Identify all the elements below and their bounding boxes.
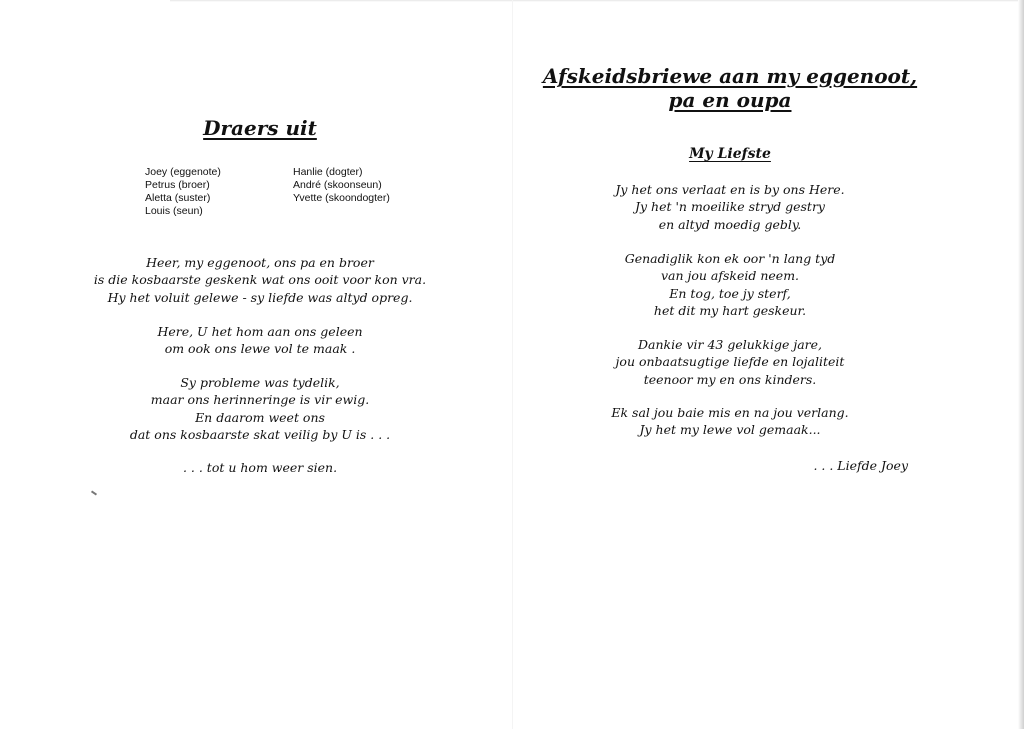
verse-line: is die kosbaarste geskenk wat ons ooit voor kon vra. [93, 272, 427, 288]
verse-line: Here, U het hom aan ons geleen [157, 324, 363, 339]
right-stanza-3 [525, 336, 935, 388]
verse-line: en altyd moedig gebly. [658, 216, 802, 232]
right-stanza-1 [525, 181, 935, 233]
scan-edge-shadow [1018, 0, 1024, 729]
right-stanza-4 [525, 404, 935, 439]
letter-salutation: My Liefste [689, 146, 771, 162]
bearers-list-right [293, 166, 390, 205]
verse-line: teenoor my en ons kinders. [643, 371, 817, 387]
verse-line: En daarom weet ons [195, 409, 325, 425]
verse-line: het dit my hart geskeur. [653, 302, 807, 318]
scan-speck [91, 490, 97, 495]
bearer-name: Hanlie (dogter) [293, 166, 363, 178]
bearer-name: Yvette (skoondogter) [293, 192, 390, 204]
verse-line: maar ons herinneringe is vir ewig. [150, 392, 370, 408]
verse-line: Hy het voluit gelewe - sy liefde was altyd opreg. [107, 289, 413, 305]
verse-line: dat ons kosbaarste skat veilig by U is . . . [129, 426, 391, 442]
closing-line: . . . tot u hom weer sien. [182, 460, 338, 475]
verse-line: En tog, toe jy sterf, [669, 285, 791, 301]
verse-line: Ek sal jou baie mis en na jou verlang. [611, 405, 849, 420]
letters-title-line-1: Afskeidsbriewe aan my eggenoot, [542, 64, 918, 88]
verse-line: Jy het 'n moeilike stryd gestry [635, 199, 825, 215]
letter-signature: . . . Liefde Joey [813, 458, 908, 473]
bearer-name: André (skoonseun) [293, 179, 382, 191]
verse-line: Jy het ons verlaat en is by ons Here. [615, 182, 845, 197]
verse-line: Dankie vir 43 gelukkige jare, [638, 337, 822, 352]
verse-line: om ook ons lewe vol te maak . [164, 341, 356, 357]
letters-title-line-2: pa en oupa [668, 88, 792, 112]
left-closing [60, 459, 460, 476]
verse-line: Jy het my lewe vol gemaak... [639, 422, 821, 438]
verse-line: van jou afskeid neem. [660, 268, 800, 284]
page-fold [512, 0, 513, 729]
bearer-name: Aletta (suster) [145, 192, 211, 204]
left-stanza-2 [60, 323, 460, 358]
bearer-name: Petrus (broer) [145, 179, 210, 191]
right-stanza-2 [525, 250, 935, 319]
left-stanza-1 [60, 254, 460, 306]
verse-line: Heer, my eggenoot, ons pa en broer [146, 255, 374, 270]
verse-line: Sy probleme was tydelik, [180, 375, 340, 390]
left-stanza-3 [60, 374, 460, 443]
bearer-name: Joey (eggenote) [145, 166, 221, 178]
scan-top-shadow [170, 0, 1024, 2]
bearer-name: Louis (seun) [145, 205, 203, 217]
verse-line: jou onbaatsugtige liefde en lojaliteit [615, 354, 845, 370]
verse-line: Genadiglik kon ek oor 'n lang tyd [624, 251, 836, 266]
bearers-title: Draers uit [203, 116, 317, 140]
bearers-list-left [145, 166, 221, 218]
